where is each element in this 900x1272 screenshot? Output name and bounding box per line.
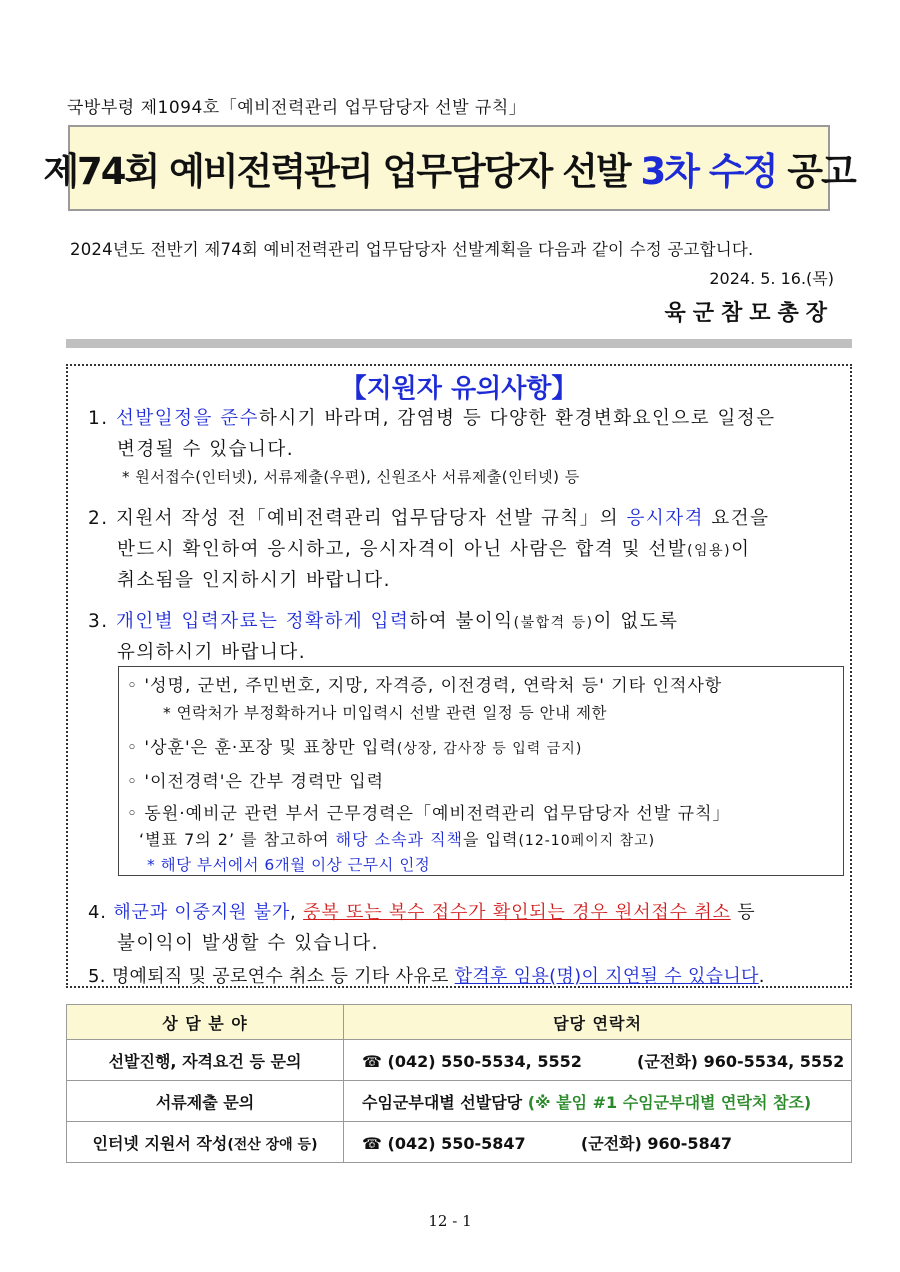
table-row (67, 1081, 852, 1122)
box-line-5b: 을 입력 (463, 830, 519, 849)
contact-table (66, 1004, 852, 1163)
intro-text: 2024년도 전반기 제74회 예비전력관리 업무담당자 선발계획을 다음과 같이 수정 공고합니다. (70, 240, 754, 259)
military-phone: (군전화) 960-5847 (580, 1133, 732, 1153)
item1-blue-text: 선발일정을 (116, 408, 213, 429)
row-contact (344, 1040, 852, 1081)
row-field (67, 1122, 344, 1163)
contact-table-header (67, 1005, 852, 1040)
item2-line2a: 반드시 확인하여 응시하고, 응시자격이 아닌 사람은 합격 및 선발 (117, 539, 688, 560)
item4-line2: 불이익이 발생할 수 있습니다. (117, 933, 379, 954)
item3-text: 하여 불이익 (409, 611, 514, 632)
item3-small: (불합격 등) (513, 615, 594, 631)
phone-number: ☎ (042) 550-5534, 5552 (362, 1051, 582, 1071)
title-box (43, 125, 855, 211)
item2-line2 (117, 535, 750, 561)
item-number: 1. (88, 408, 109, 429)
box-line-5-small: (12-10페이지 참고) (518, 833, 656, 849)
box-line-1-note: * 연락처가 부정확하거나 미입력시 선발 관련 일정 등 안내 제한 (163, 704, 607, 722)
item-number: 4. (88, 902, 107, 923)
box-line-2-small: (상장, 감사장 등 입력 금지) (396, 741, 583, 757)
item4-blue-text: 해군과 이중지원 불가 (113, 902, 291, 923)
item5-end: . (758, 966, 765, 987)
table-row (67, 1122, 852, 1163)
box-line-1: ◦ '성명, 군번, 주민번호, 지망, 자격증, 이전경력, 연락처 등' 기타 인적사항 (127, 676, 723, 696)
item3-text2: 이 없도록 (593, 611, 679, 632)
item4-text: 등 (737, 902, 756, 923)
issuer: 육군참모총장 (664, 301, 834, 326)
item3-line2: 유의하시기 바랍니다. (117, 642, 307, 663)
item2-line3: 취소됨을 인지하시기 바랍니다. (117, 570, 391, 591)
phone-number: ☎ (042) 550-5847 (362, 1133, 526, 1153)
page-number: 12 - 1 (428, 1212, 472, 1230)
notice-item-2 (88, 504, 770, 530)
notice-box (66, 364, 852, 988)
row-field: 서류제출 문의 (67, 1081, 344, 1122)
item4-comma: , (290, 902, 297, 923)
row-field-main: 인터넷 지원서 작성 (92, 1133, 228, 1153)
item2-blue-text: 응시자격 (626, 508, 704, 529)
item1-blue-text-2: 준수 (220, 408, 260, 429)
table-row (67, 1040, 852, 1081)
item4-red-text: 중복 또는 복수 접수가 확인되는 경우 원서접수 취소 (303, 902, 731, 923)
military-phone: (군전화) 960-5534, 5552 (637, 1051, 845, 1071)
item5-text: 명예퇴직 및 공로연수 취소 등 기타 사유로 (111, 966, 449, 987)
notice-item-4 (88, 898, 755, 924)
title-highlight: 3차 수정 (640, 150, 777, 193)
item1-note: * 원서접수(인터넷), 서류제출(우편), 신원조사 서류제출(인터넷) 등 (122, 468, 580, 486)
item5-blue-text: 합격후 임용(명)이 지연될 수 있습니다 (454, 966, 759, 987)
item3-blue-text: 개인별 입력자료는 정확하게 입력 (116, 611, 410, 632)
notice-item-1 (88, 404, 776, 430)
divider-bar (66, 339, 852, 348)
box-line-5a: ‘별표 7의 2’ 를 참고하여 (139, 830, 330, 849)
regulation-reference: 국방부령 제1094호「예비전력관리 업무담당자 선발 규칙」 (67, 98, 527, 118)
box-line-2 (127, 733, 582, 758)
personal-data-box (118, 666, 844, 876)
box-line-3: ◦ '이전경력'은 간부 경력만 입력 (127, 772, 385, 792)
announcement-date: 2024. 5. 16.(목) (709, 269, 834, 288)
item2-text2: 요건을 (711, 508, 770, 529)
notice-title: 【지원자 유의사항】 (340, 374, 578, 404)
item-number: 2. (88, 508, 109, 529)
box-line-4: ◦ 동원·예비군 관련 부서 근무경력은「예비전력관리 업무담당자 선발 규칙」 (127, 804, 731, 824)
contact-name: 수임군부대별 선발담당 (362, 1092, 523, 1112)
row-field: 선발진행, 자격요건 등 문의 (67, 1040, 344, 1081)
contact-note: (※ 붙임 #1 수임군부대별 연락처 참조) (527, 1092, 812, 1112)
item2-line2c: 이 (731, 539, 751, 560)
item1-line2: 변경될 수 있습니다. (117, 439, 295, 460)
item-number: 3. (88, 611, 109, 632)
title-part2: 공고 (776, 150, 855, 193)
row-contact (344, 1081, 852, 1122)
header-contact: 담당 연락처 (344, 1005, 852, 1040)
notice-item-3 (88, 607, 679, 633)
box-line-5-blue: 해당 소속과 직책 (335, 830, 463, 849)
item1-text: 하시기 바라며, 감염병 등 다양한 환경변화요인으로 일정은 (259, 408, 776, 429)
title-part1: 제74회 예비전력관리 업무담당자 선발 (43, 150, 641, 193)
page-title (43, 141, 854, 195)
box-line-5 (139, 827, 655, 850)
item2-text1: 지원서 작성 전「예비전력관리 업무담당자 선발 규칙」의 (116, 508, 620, 529)
row-field-small: (전산 장애 등) (227, 1136, 318, 1153)
header-field: 상 담 분 야 (67, 1005, 344, 1040)
notice-item-5 (88, 962, 765, 988)
item-number: 5. (88, 966, 106, 987)
item2-line2b: (임용) (687, 543, 732, 559)
box-line-2-text: ◦ '상훈'은 훈·포장 및 표창만 입력 (127, 738, 397, 758)
row-contact (344, 1122, 852, 1163)
box-line-6: * 해당 부서에서 6개월 이상 근무시 인정 (147, 856, 431, 874)
